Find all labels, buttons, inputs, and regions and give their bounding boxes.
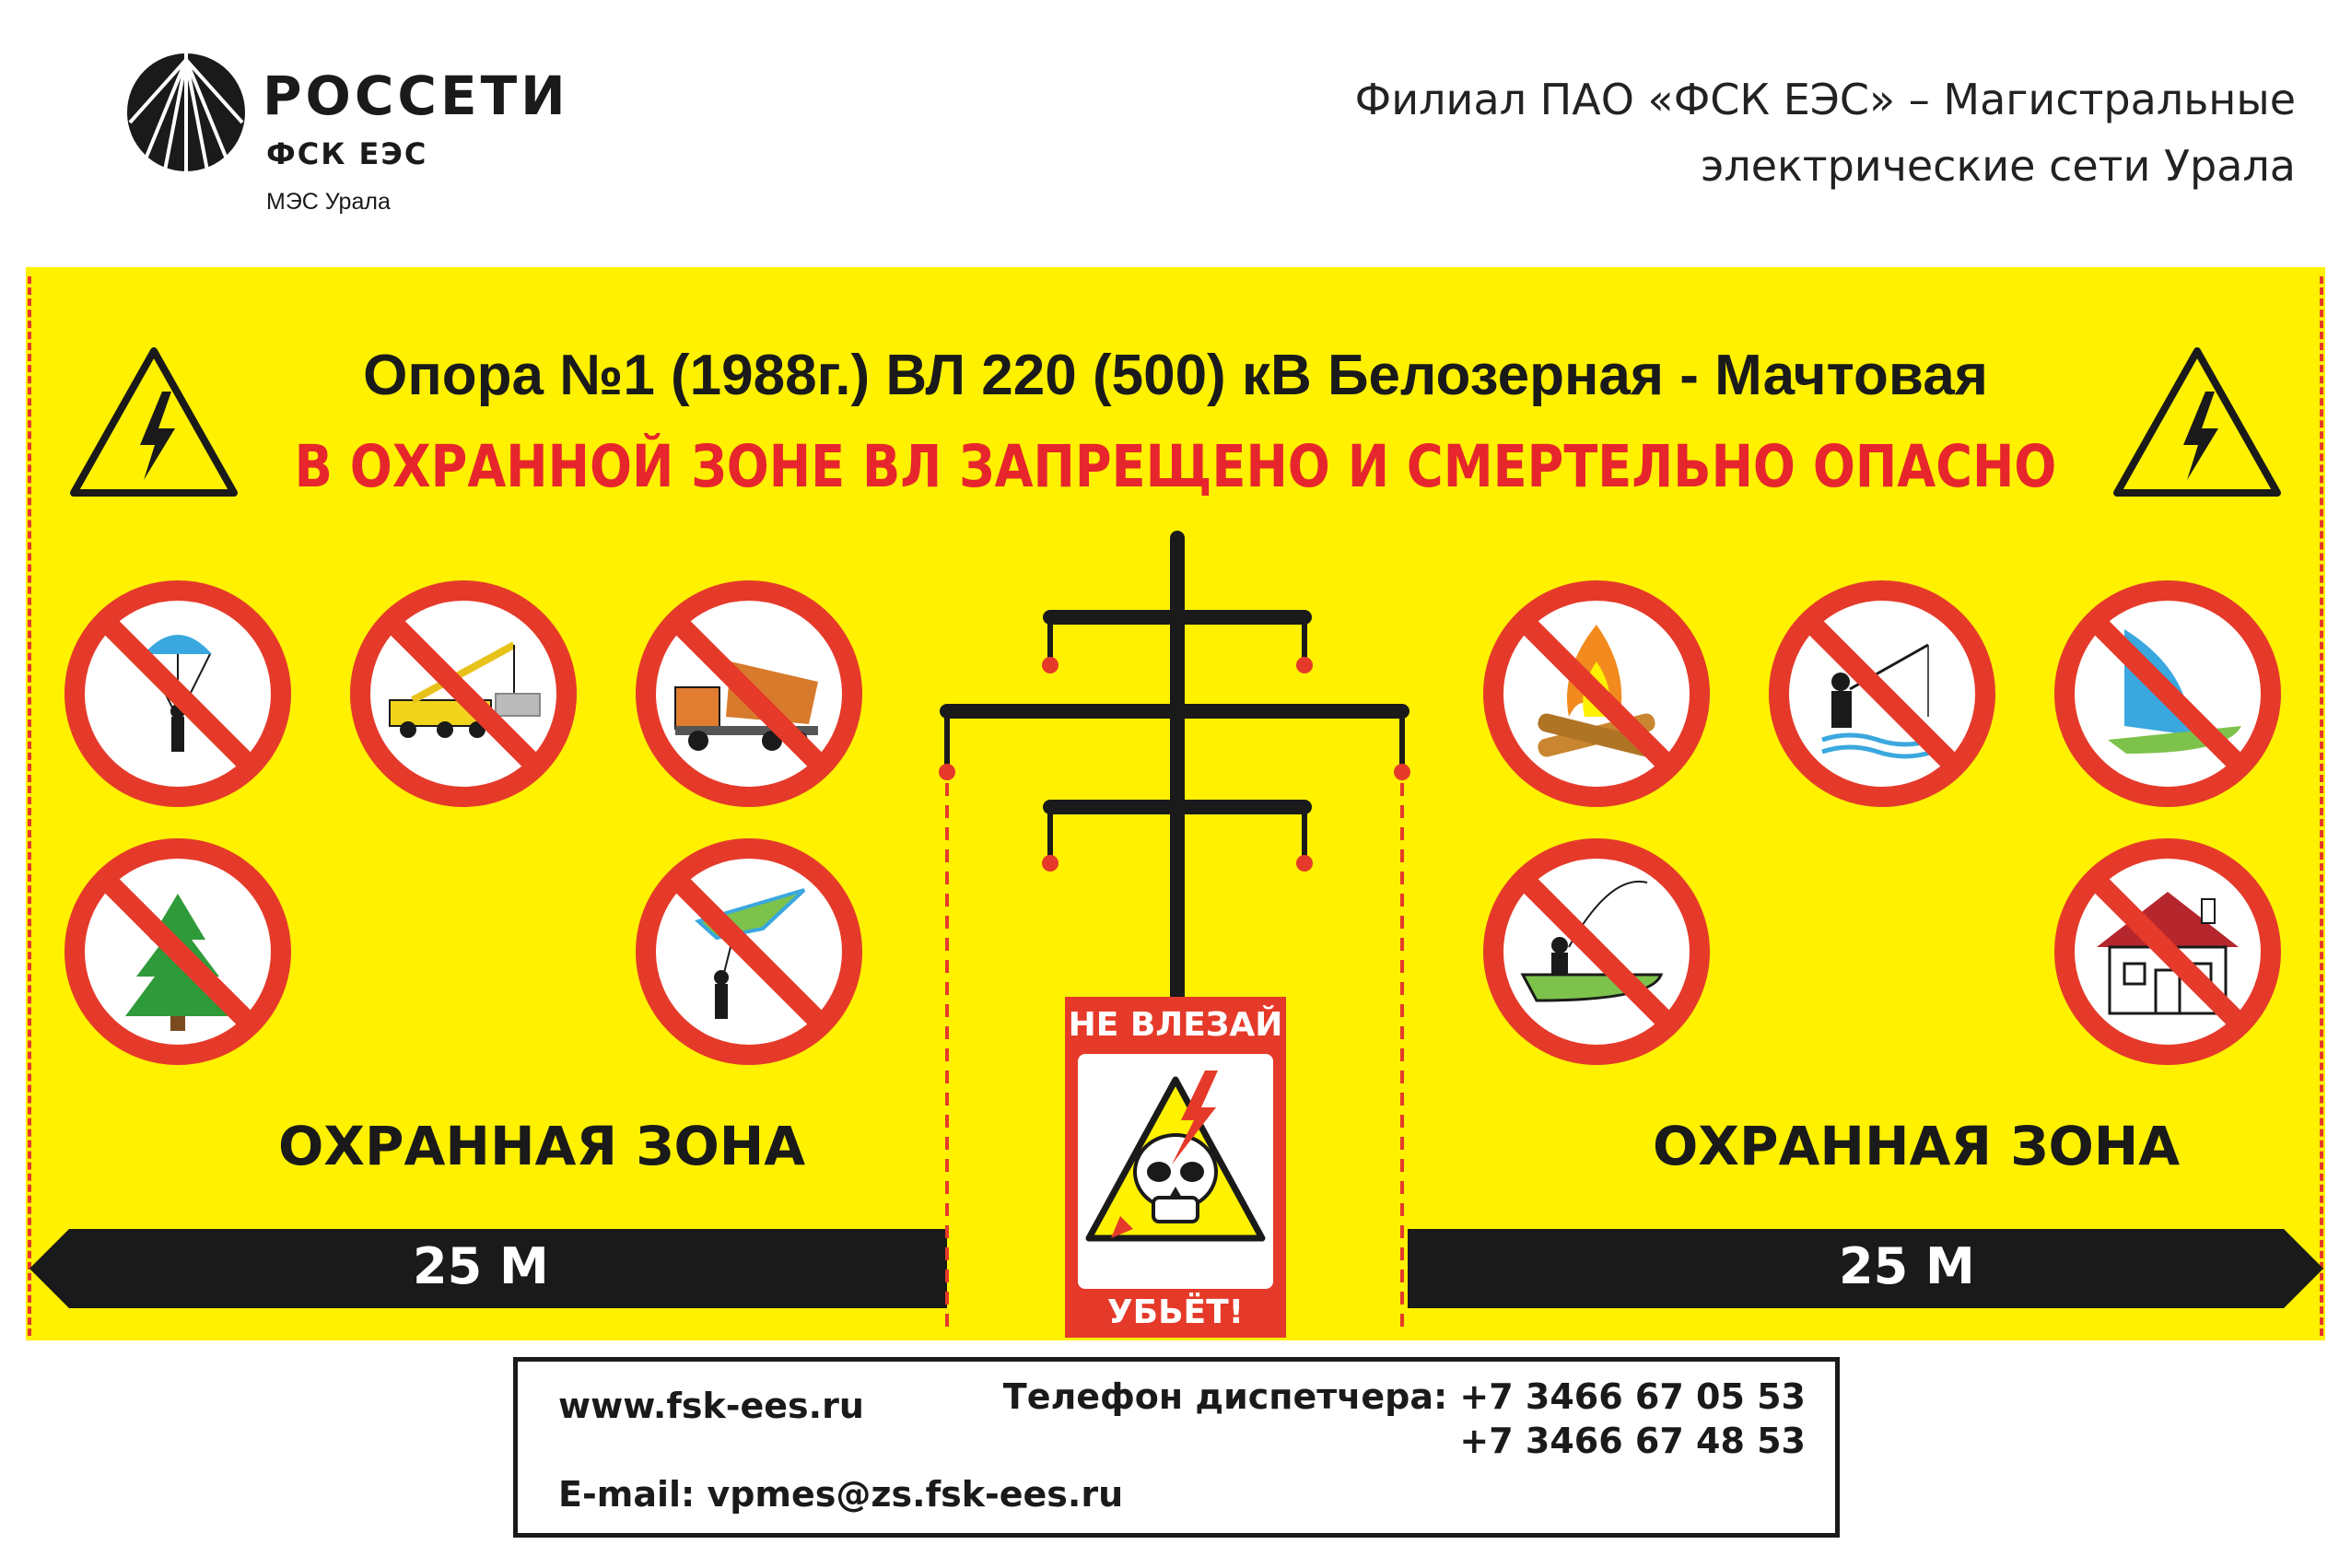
email-link[interactable]: E-mail: vpmes@zs.fsk-ees.ru bbox=[558, 1474, 1124, 1515]
plate-bottom-text: УБЬЁТ! bbox=[1106, 1293, 1245, 1331]
zone-boundary-right bbox=[2320, 276, 2323, 1336]
skull-danger-icon bbox=[1078, 1054, 1273, 1289]
dispatcher-phone bbox=[1003, 1375, 1806, 1463]
danger-warning: В ОХРАННОЙ ЗОНЕ ВЛ ЗАПРЕЩЕНО И СМЕРТЕЛЬНО ОПАСНО bbox=[294, 433, 2057, 500]
website-link[interactable]: www.fsk-ees.ru bbox=[558, 1386, 864, 1426]
rosseti-logo bbox=[124, 51, 249, 175]
zone-boundary-left bbox=[28, 276, 31, 1336]
no-boat-fishing-icon bbox=[1481, 837, 1712, 1067]
phone-line-1: Телефон диспетчера: +7 3466 67 05 53 bbox=[1002, 1376, 1806, 1417]
phone-line-2: +7 3466 67 48 53 bbox=[1459, 1421, 1806, 1461]
plate-top-text: НЕ ВЛЕЗАЙ bbox=[1068, 1006, 1283, 1044]
organization-name bbox=[1355, 66, 2296, 199]
no-crane-icon bbox=[348, 579, 579, 809]
no-campfire-icon bbox=[1481, 579, 1712, 809]
no-sailing-icon bbox=[2053, 579, 2283, 809]
no-house-building-icon bbox=[2053, 837, 2283, 1067]
plate-inner bbox=[1078, 1054, 1273, 1289]
no-parachute-icon bbox=[63, 579, 293, 809]
no-hang-glider-icon bbox=[634, 837, 864, 1067]
high-voltage-icon bbox=[66, 344, 241, 500]
logo-title: РОССЕТИ bbox=[263, 64, 569, 127]
org-line-2: электрические сети Урала bbox=[1701, 141, 2296, 191]
high-voltage-icon bbox=[2110, 344, 2285, 500]
org-line-1: Филиал ПАО «ФСК ЕЭС» – Магистральные bbox=[1354, 75, 2296, 124]
header bbox=[0, 0, 2351, 267]
line-title: Опора №1 (1988г.) ВЛ 220 (500) кВ Белозерная - Мачтовая bbox=[363, 344, 1988, 407]
distance-right: 25 М bbox=[1839, 1237, 1975, 1295]
logo-subtitle-branch: МЭС Урала bbox=[266, 189, 391, 215]
zone-label-left: ОХРАННАЯ ЗОНА bbox=[278, 1115, 806, 1177]
contact-box bbox=[513, 1357, 1840, 1538]
no-fishing-icon bbox=[1767, 579, 1997, 809]
zone-label-right: ОХРАННАЯ ЗОНА bbox=[1653, 1115, 2181, 1177]
logo-subtitle: ФСК ЕЭС bbox=[266, 136, 428, 171]
distance-left: 25 М bbox=[413, 1237, 549, 1295]
danger-plate bbox=[1065, 997, 1286, 1338]
no-dump-truck-icon bbox=[634, 579, 864, 809]
no-tree-planting-icon bbox=[63, 837, 293, 1067]
